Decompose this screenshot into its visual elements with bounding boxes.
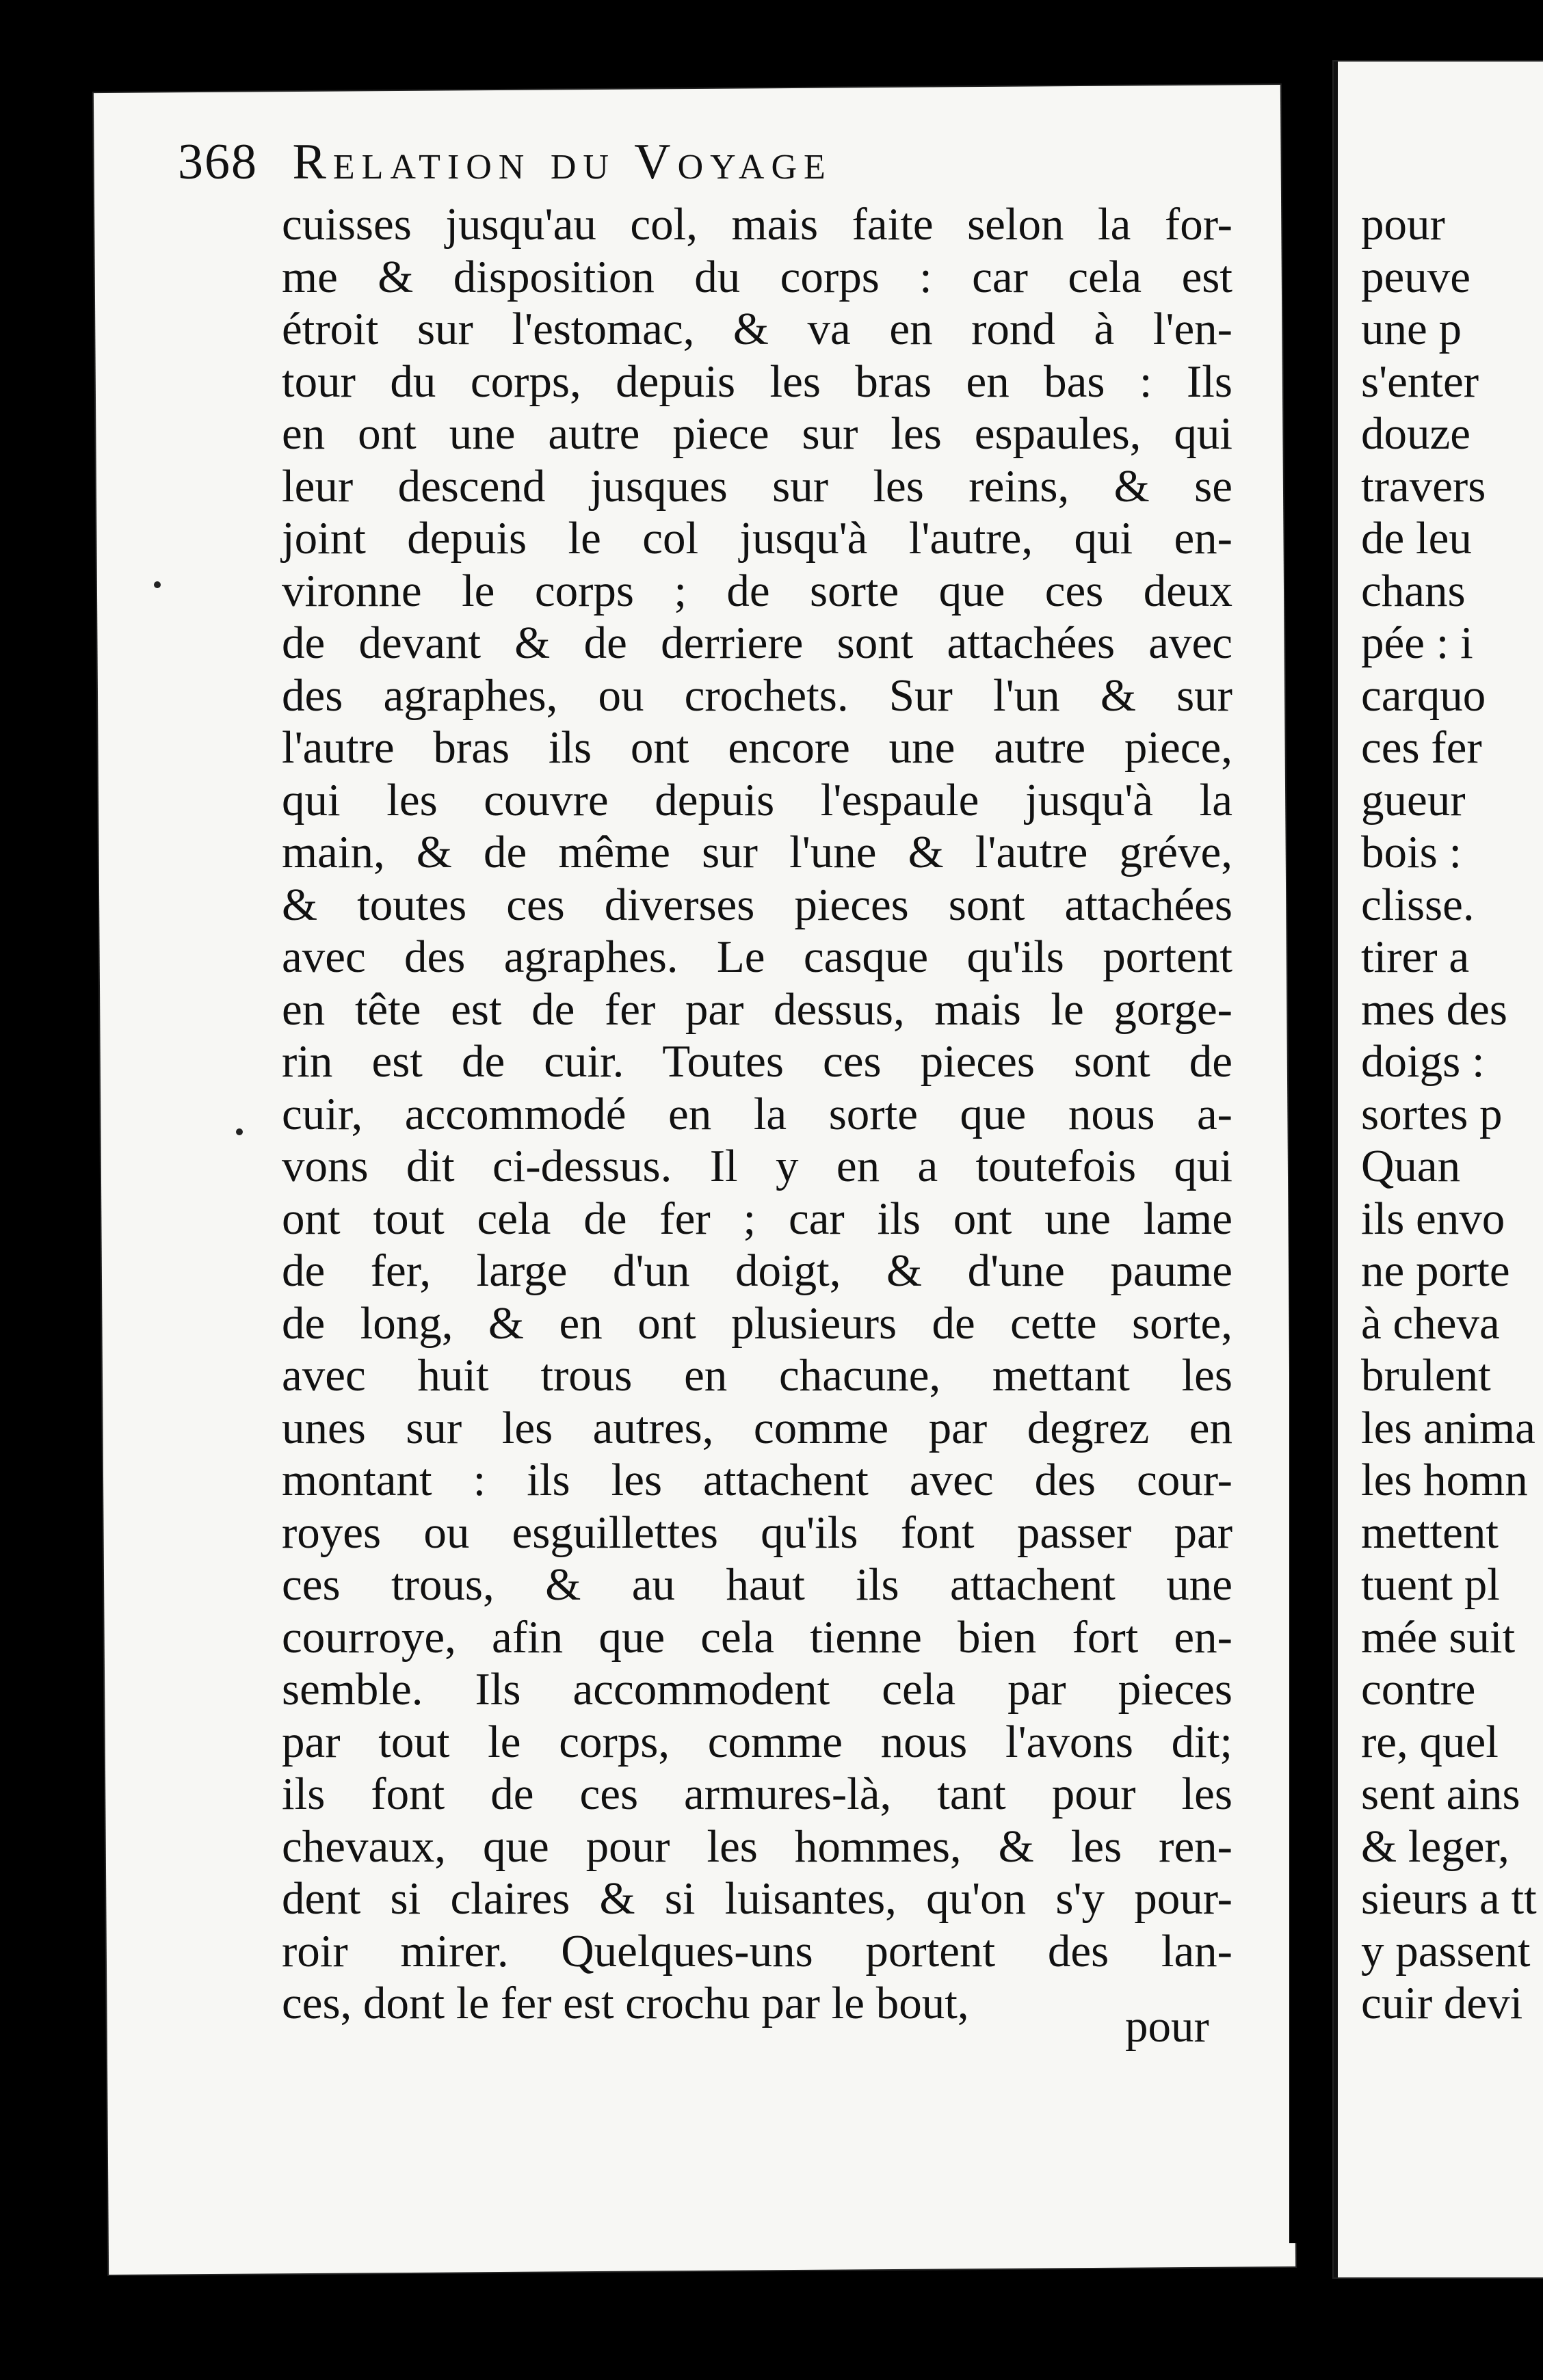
facing-text-line: mes des	[1361, 983, 1507, 1035]
text-line: montant : ils les attachent avec des cour-	[282, 1455, 1232, 1505]
running-title: Relation du Voyage	[292, 134, 832, 190]
text-line: main, & de même sur l'une & l'autre gréve,	[282, 827, 1232, 877]
facing-text-line: douze	[1361, 408, 1471, 459]
facing-text-line: sieurs a tt	[1361, 1873, 1537, 1924]
text-line: vons dit ci-dessus. Il y en a toutefois qui	[282, 1141, 1232, 1191]
text-line: ils font de ces armures-là, tant pour les	[282, 1769, 1232, 1819]
facing-text-line: sortes p	[1361, 1088, 1503, 1139]
facing-text-line: ces fer	[1361, 722, 1482, 773]
text-line: royes ou esguillettes qu'ils font passer par	[282, 1507, 1232, 1558]
text-line: des agraphes, ou crochets. Sur l'un & sur	[282, 670, 1232, 721]
facing-text-line: carquo	[1361, 670, 1486, 721]
facing-text-line: gueur	[1361, 774, 1466, 825]
text-line: l'autre bras ils ont encore une autre piece,	[282, 722, 1232, 773]
facing-text-line: brulent	[1361, 1350, 1491, 1401]
facing-text-line: les anima	[1361, 1402, 1535, 1453]
facing-text-line: Quan	[1361, 1141, 1461, 1191]
facing-text-line: pour	[1361, 199, 1445, 250]
text-line: vironne le corps ; de sorte que ces deux	[282, 565, 1232, 616]
text-line: de fer, large d'un doigt, & d'une paume	[282, 1245, 1232, 1296]
text-line: cuisses jusqu'au col, mais faite selon la for-	[282, 199, 1232, 250]
facing-text-line: peuve	[1361, 251, 1471, 302]
text-line: en ont une autre piece sur les espaules, qui	[282, 408, 1232, 459]
text-line: tour du corps, depuis les bras en bas : Ils	[282, 356, 1232, 407]
text-line: qui les couvre depuis l'espaule jusqu'à la	[282, 774, 1232, 825]
text-line: rin est de cuir. Toutes ces pieces sont de	[282, 1036, 1232, 1087]
facing-text-line: bois :	[1361, 827, 1462, 877]
ink-speck	[236, 1128, 243, 1135]
facing-page-text	[1361, 198, 1537, 2030]
facing-text-line: tirer a	[1361, 931, 1470, 982]
facing-text-line: les homn	[1361, 1455, 1528, 1505]
facing-text-line: sent ains	[1361, 1769, 1520, 1819]
text-line: ces trous, & au haut ils attachent une	[282, 1559, 1232, 1610]
ink-speck	[154, 581, 161, 588]
facing-text-line: clisse.	[1361, 879, 1475, 930]
text-line: leur descend jusques sur les reins, & se	[282, 460, 1232, 512]
text-line: unes sur les autres, comme par degrez en	[282, 1402, 1232, 1453]
facing-text-line: une p	[1361, 304, 1462, 354]
facing-text-line: contre	[1361, 1664, 1476, 1715]
text-line: & toutes ces diverses pieces sont attachées	[282, 879, 1232, 930]
text-line: avec huit trous en chacune, mettant les	[282, 1350, 1232, 1401]
facing-text-line: cuir devi	[1361, 1978, 1523, 2028]
facing-text-line: ne porte	[1361, 1245, 1510, 1296]
text-line: par tout le corps, comme nous l'avons dit;	[282, 1716, 1232, 1767]
text-line: étroit sur l'estomac, & va en rond à l'en-	[282, 304, 1232, 354]
body-text	[282, 198, 1232, 2030]
text-line: semble. Ils accommodent cela par pieces	[282, 1664, 1232, 1715]
running-header	[178, 133, 832, 191]
text-line: dent si claires & si luisantes, qu'on s'y pour-	[282, 1873, 1232, 1924]
text-line: ont tout cela de fer ; car ils ont une lame	[282, 1193, 1232, 1244]
page-number: 368	[178, 134, 258, 190]
facing-text-line: re, quel	[1361, 1716, 1499, 1767]
text-line: joint depuis le col jusqu'à l'autre, qui en-	[282, 513, 1232, 564]
facing-text-line: doigs :	[1361, 1036, 1485, 1087]
text-line: de devant & de derriere sont attachées avec	[282, 618, 1232, 668]
facing-text-line: tuent pl	[1361, 1559, 1500, 1610]
text-line: roir mirer. Quelques-uns portent des lan-	[282, 1925, 1232, 1976]
text-line: courroye, afin que cela tienne bien fort en-	[282, 1611, 1232, 1663]
facing-text-line: mée suit	[1361, 1611, 1516, 1663]
text-line: de long, & en ont plusieurs de cette sorte,	[282, 1297, 1232, 1349]
facing-text-line: mettent	[1361, 1507, 1499, 1558]
facing-text-line: pée : i	[1361, 618, 1473, 668]
facing-text-line: s'enter	[1361, 356, 1479, 407]
text-line: chevaux, que pour les hommes, & les ren-	[282, 1821, 1232, 1872]
facing-text-line: travers	[1361, 460, 1486, 512]
text-line: cuir, accommodé en la sorte que nous a-	[282, 1088, 1232, 1139]
catchword: pour	[1125, 2001, 1209, 2052]
text-line: ces, dont le fer est crochu par le bout,	[282, 1978, 969, 2028]
facing-text-line: chans	[1361, 565, 1466, 616]
facing-text-line: y passent	[1361, 1925, 1531, 1976]
text-line: me & disposition du corps : car cela est	[282, 251, 1232, 302]
text-line: en tête est de fer par dessus, mais le gorge-	[282, 983, 1232, 1035]
facing-text-line: de leu	[1361, 513, 1472, 564]
text-line: avec des agraphes. Le casque qu'ils portent	[282, 931, 1232, 982]
facing-text-line: & leger,	[1361, 1821, 1509, 1872]
facing-text-line: à cheva	[1361, 1297, 1500, 1349]
book-gutter	[1289, 82, 1303, 2243]
facing-text-line: ils envo	[1361, 1193, 1505, 1244]
